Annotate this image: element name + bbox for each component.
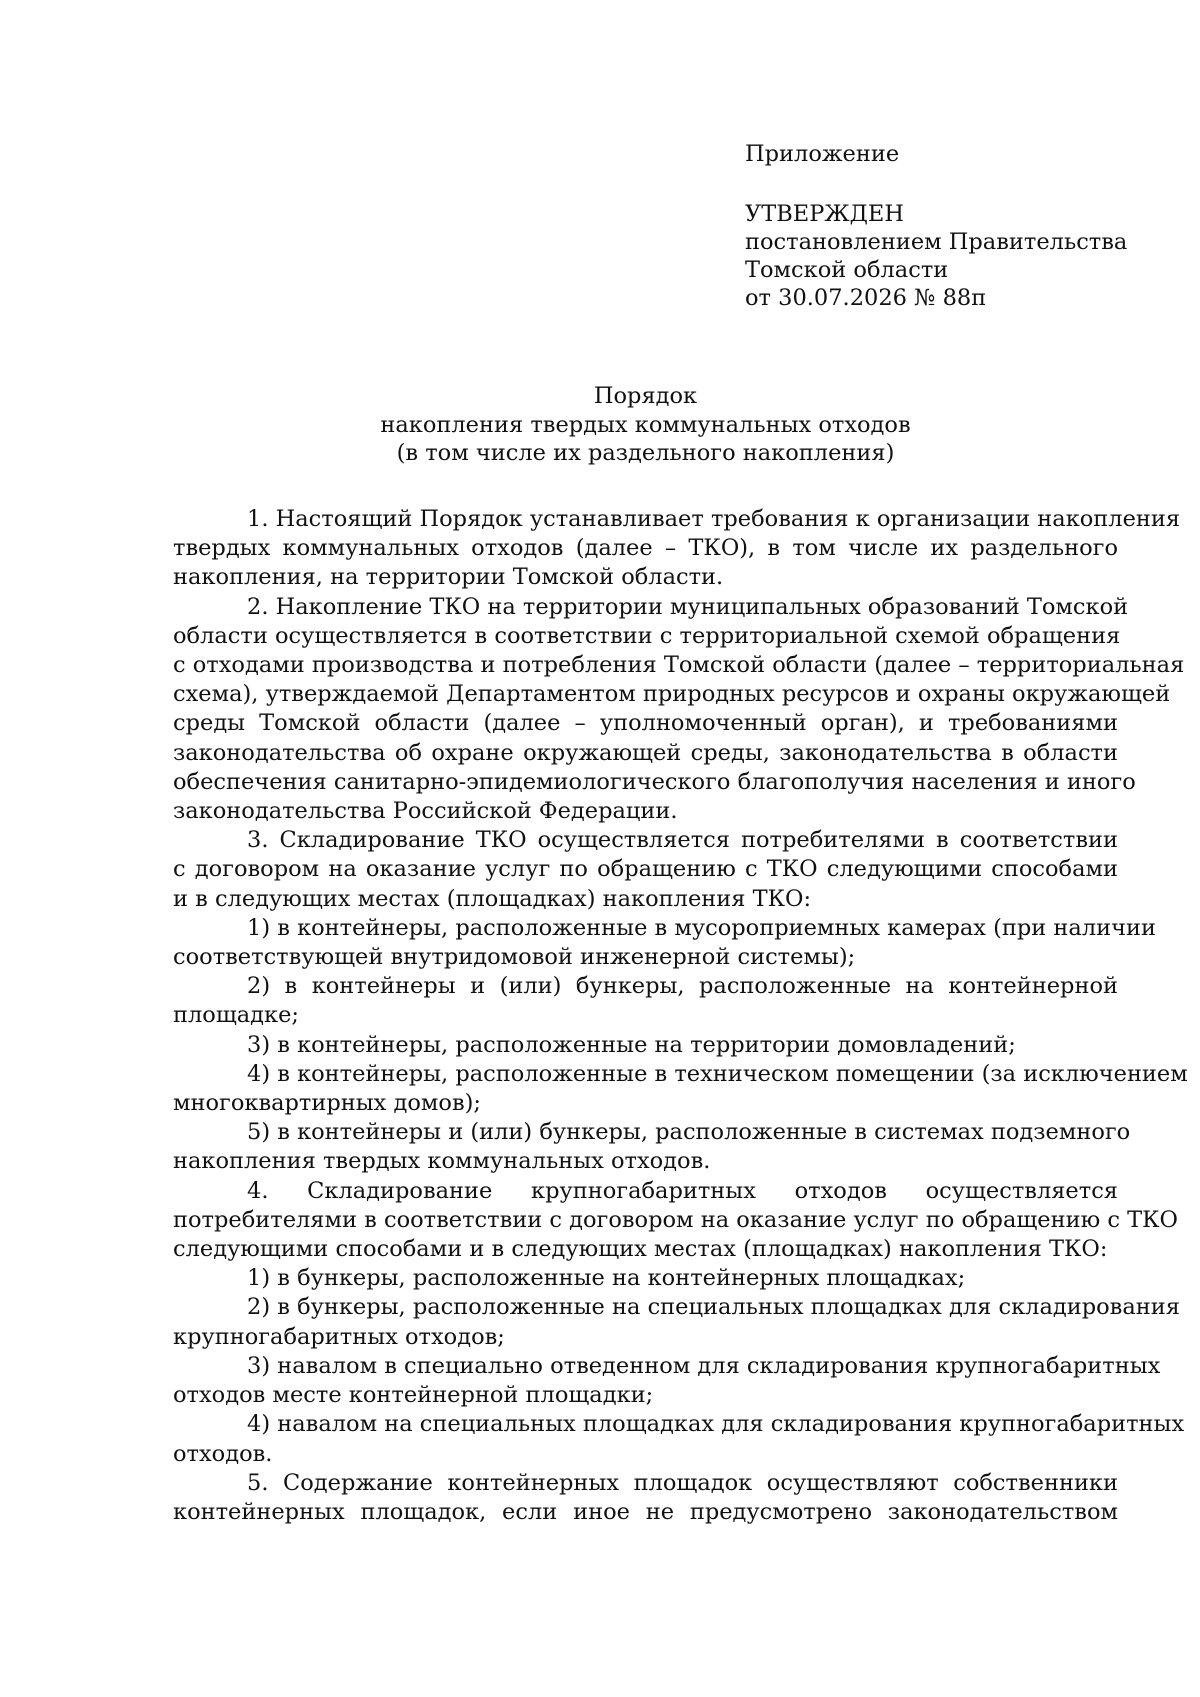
paragraph-line: с отходами производства и потребления Томской области (далее – территориальная <box>173 652 1185 679</box>
paragraph-line: 5) в контейнеры и (или) бункеры, расположенные в системах подземного <box>247 1119 1131 1146</box>
paragraph-line: накопления твердых коммунальных отходов. <box>173 1148 711 1175</box>
paragraph-line: 4) в контейнеры, расположенные в техническом помещении (за исключением <box>247 1060 1188 1087</box>
paragraph-line: законодательства Российской Федерации. <box>173 798 678 825</box>
paragraph <box>173 1118 1131 1176</box>
paragraph-line: потребителями в соответствии с договором на оказание услуг по обращению с ТКО <box>173 1206 1178 1233</box>
paragraph <box>173 826 1118 914</box>
approval-line-2: Томской области <box>745 257 949 283</box>
document-title <box>173 382 1118 468</box>
paragraph <box>173 914 1156 972</box>
paragraph-line: 1) в контейнеры, расположенные в мусороприемных камерах (при наличии <box>247 914 1156 941</box>
paragraph-line: с договором на оказание услуг по обращению с ТКО следующими способами <box>173 856 1118 883</box>
paragraph-line: 4. Складирование крупногабаритных отходов осуществляется <box>247 1177 1118 1204</box>
approved-label: УТВЕРЖДЕН <box>745 201 904 227</box>
paragraph-line: и в следующих местах (площадках) накопления ТКО: <box>173 885 812 912</box>
paragraph-line: 3. Складирование ТКО осуществляется потребителями в соответствии <box>247 827 1118 854</box>
paragraph-line: соответствующей внутридомовой инженерной системы); <box>173 944 856 971</box>
paragraph-line: обеспечения санитарно-эпидемиологического благополучия населения и иного <box>173 768 1136 795</box>
paragraph-line: 1. Настоящий Порядок устанавливает требования к организации накопления <box>247 506 1181 532</box>
paragraph-line: 3) навалом в специально отведенном для складирования крупногабаритных <box>247 1352 1161 1379</box>
paragraph-line: контейнерных площадок, если иное не предусмотрено законодательством <box>173 1498 1118 1525</box>
paragraph-line: 3) в контейнеры, расположенные на территории домовладений; <box>247 1031 1016 1058</box>
paragraph-line: накопления, на территории Томской области. <box>173 564 724 591</box>
paragraph-line: 2) в контейнеры и (или) бункеры, расположенные на контейнерной <box>247 973 1118 1000</box>
paragraph-line: твердых коммунальных отходов (далее – ТКО), в том числе их раздельного <box>173 535 1118 562</box>
paragraph <box>173 1293 1180 1351</box>
paragraph <box>173 972 1118 1030</box>
title-line-1: Порядок <box>593 383 698 409</box>
paragraph-line: отходов месте контейнерной площадки; <box>173 1382 654 1409</box>
paragraph <box>173 1469 1118 1527</box>
document-body <box>173 505 1188 1527</box>
paragraph-line: отходов. <box>173 1440 273 1467</box>
paragraph-line: следующими способами и в следующих местах (площадках) накопления ТКО: <box>173 1236 1108 1263</box>
paragraph-line: 1) в бункеры, расположенные на контейнерных площадках; <box>247 1265 966 1292</box>
approval-date-number: от 30.07.2026 № 88п <box>745 285 987 311</box>
paragraph <box>173 593 1185 827</box>
title-line-3: (в том числе их раздельного накопления) <box>396 440 895 466</box>
paragraph-line: 2) в бункеры, расположенные на специальных площадках для складирования <box>247 1294 1180 1321</box>
paragraph <box>173 1177 1178 1265</box>
appendix-label: Приложение <box>745 141 900 167</box>
paragraph <box>173 1060 1188 1118</box>
paragraph <box>173 1410 1185 1468</box>
paragraph-line: схема), утверждаемой Департаментом природных ресурсов и охраны окружающей <box>173 681 1171 708</box>
paragraph <box>173 1264 1118 1293</box>
paragraph <box>173 1031 1118 1060</box>
paragraph-line: 2. Накопление ТКО на территории муниципальных образований Томской <box>247 593 1129 620</box>
paragraph-line: многоквартирных домов); <box>173 1090 481 1117</box>
paragraph <box>173 1352 1161 1410</box>
approval-block <box>745 140 1145 312</box>
paragraph <box>173 505 1181 593</box>
approval-line-1: постановлением Правительства <box>745 229 1128 255</box>
title-line-2: накопления твердых коммунальных отходов <box>380 411 911 438</box>
paragraph-line: 4) навалом на специальных площадках для складирования крупногабаритных <box>247 1411 1185 1438</box>
paragraph-line: крупногабаритных отходов; <box>173 1323 505 1350</box>
paragraph-line: среды Томской области (далее – уполномоченный орган), и требованиями <box>173 710 1118 737</box>
paragraph-line: 5. Содержание контейнерных площадок осуществляют собственники <box>247 1469 1118 1496</box>
paragraph-line: области осуществляется в соответствии с территориальной схемой обращения <box>173 622 1121 649</box>
paragraph-line: законодательства об охране окружающей среды, законодательства в области <box>173 739 1118 766</box>
paragraph-line: площадке; <box>173 1002 299 1029</box>
